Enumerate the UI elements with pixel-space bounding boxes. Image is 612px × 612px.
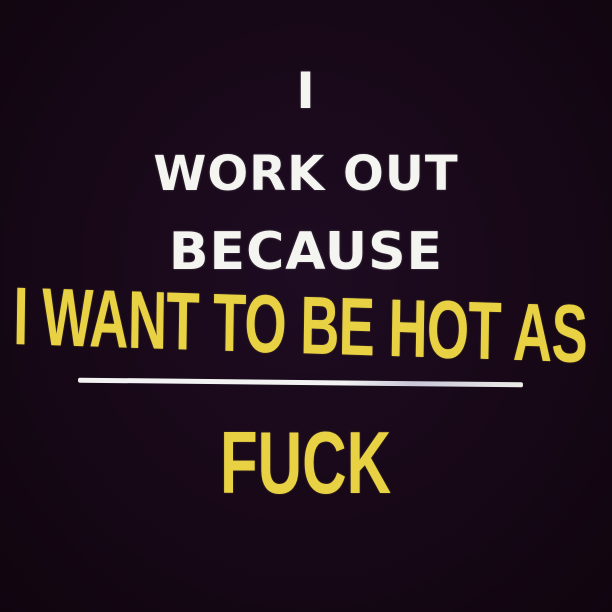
- text-line-final-word: FUCK: [220, 413, 392, 512]
- text-line-work-out: WORK OUT: [153, 146, 459, 202]
- text-line-i: I: [296, 62, 316, 120]
- text-line-want-to-be-hot-as: I WANT TO BE HOT AS: [12, 270, 588, 381]
- text-line-because: BECAUSE: [168, 222, 444, 282]
- underline-divider: [78, 378, 523, 388]
